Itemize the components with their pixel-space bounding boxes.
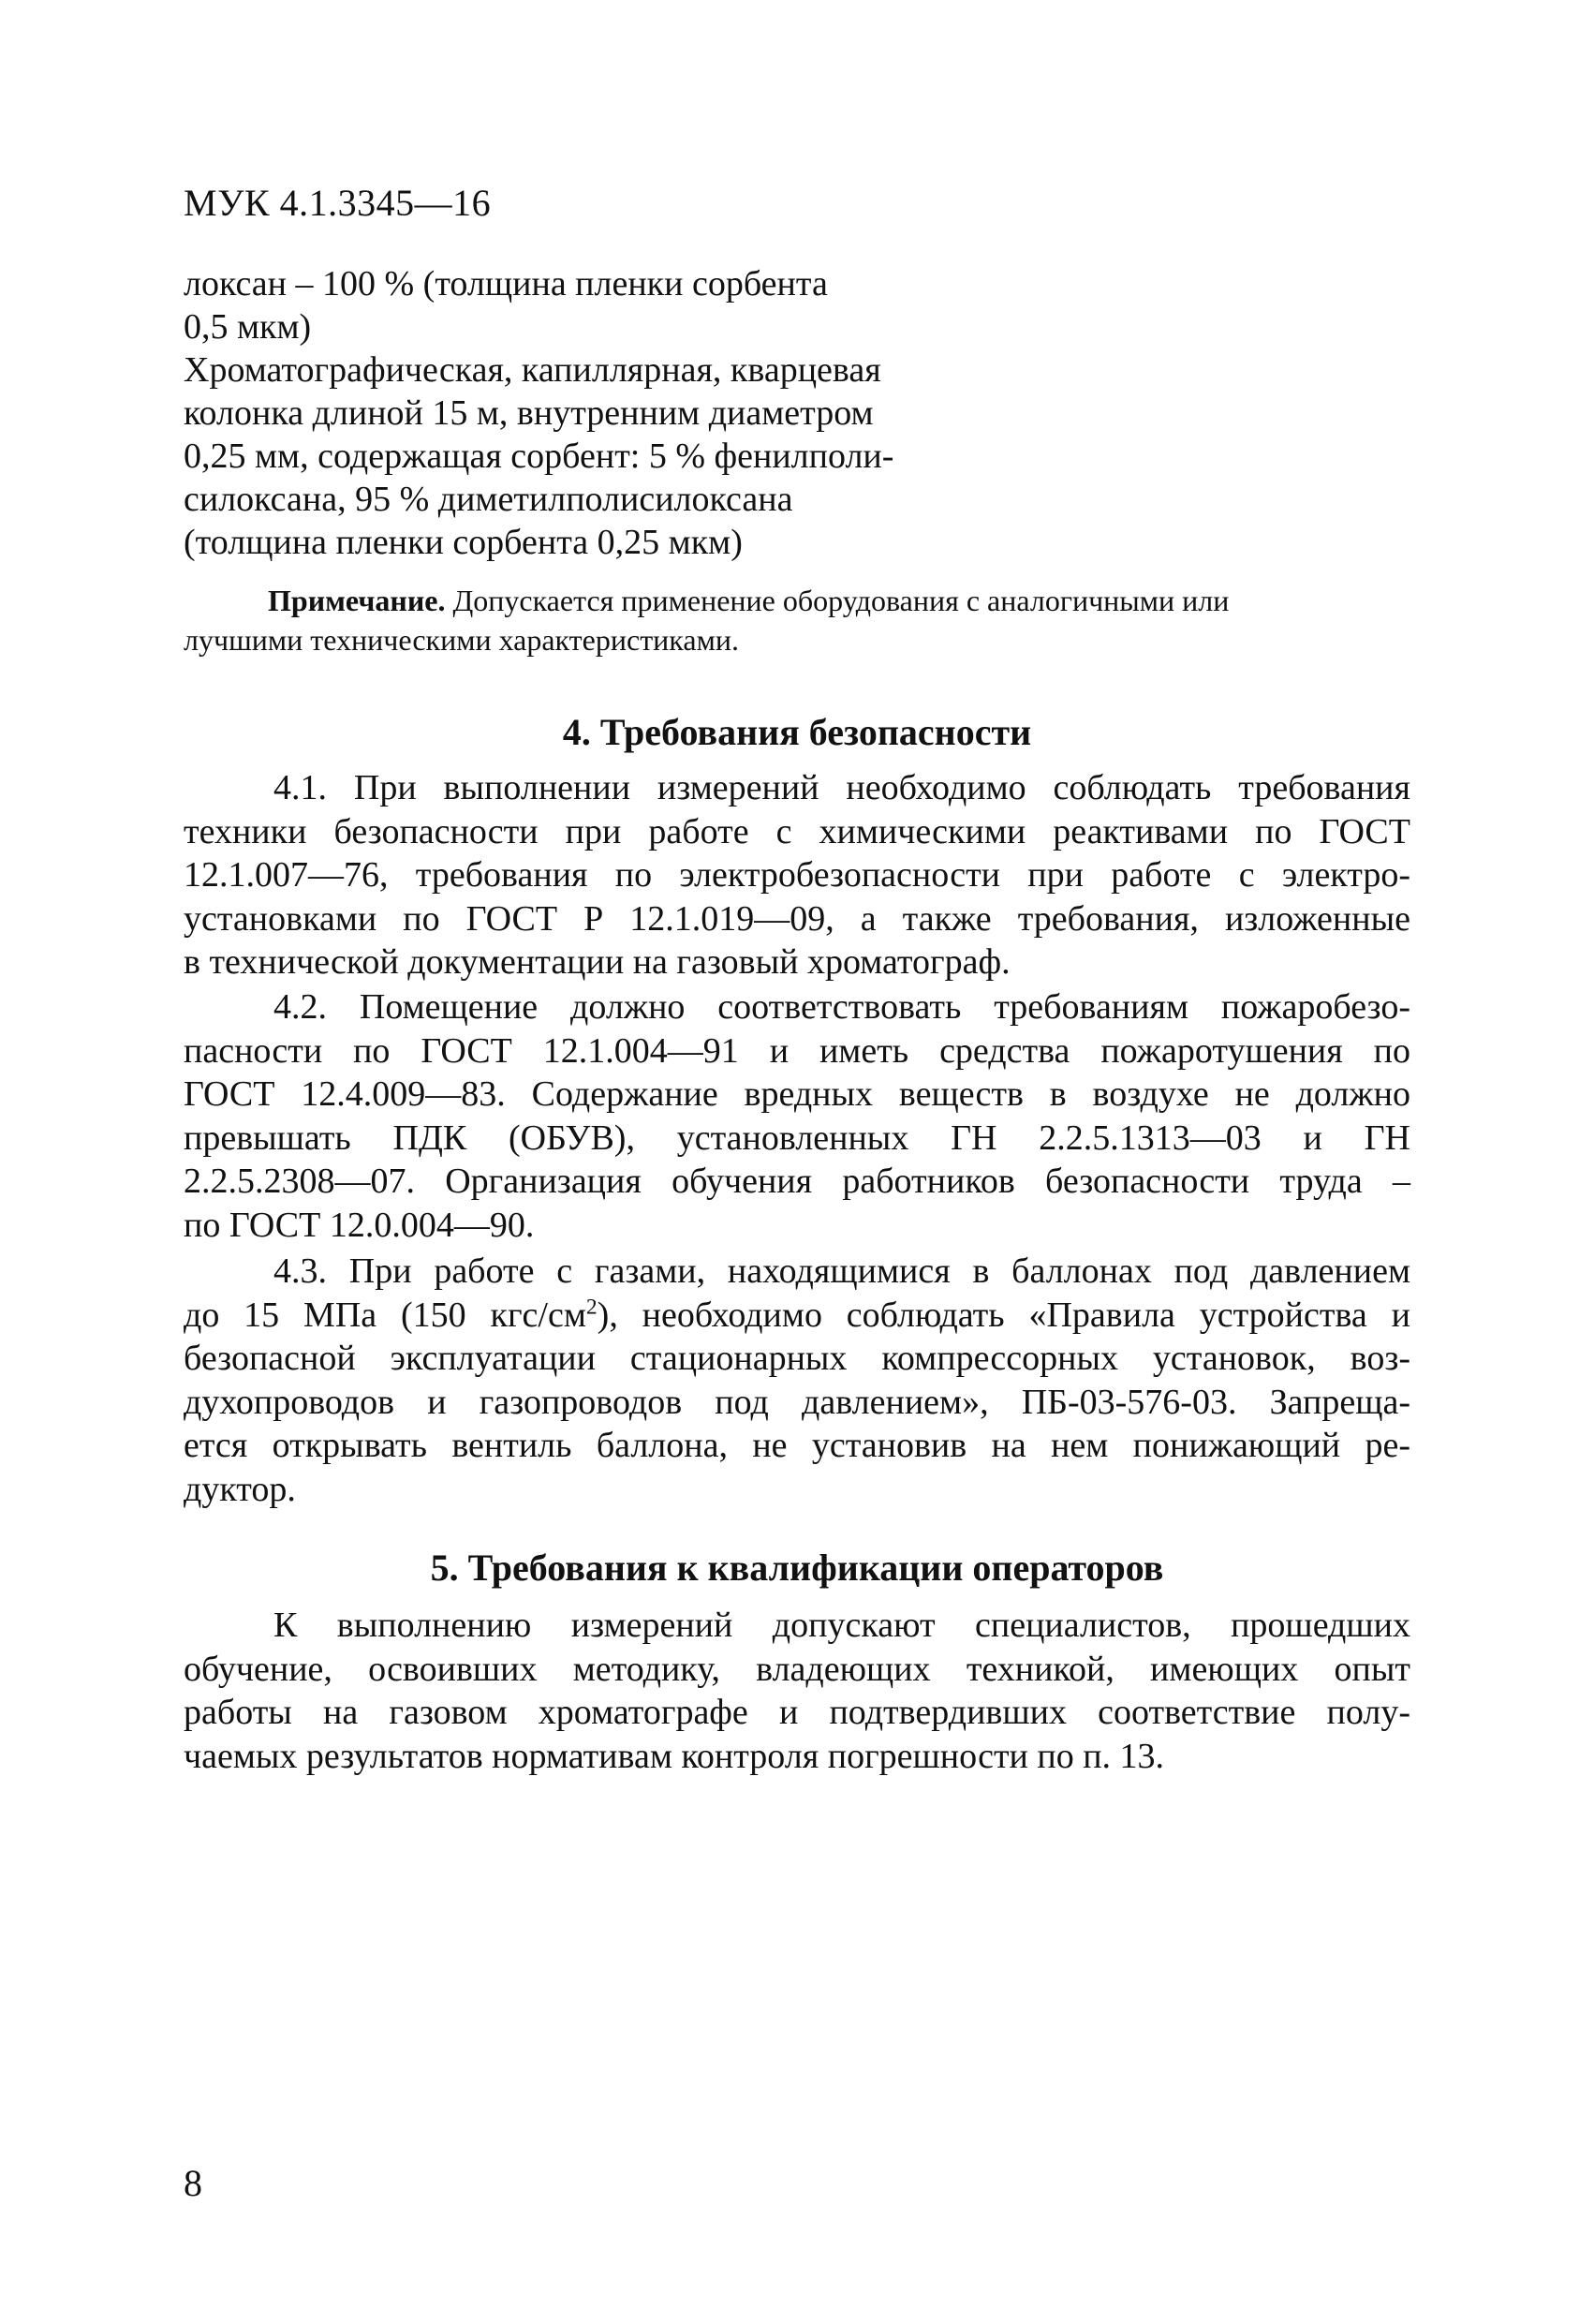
paragraph-4-2: [184, 985, 1410, 1247]
text-line: Хроматографическая, капиллярная, кварцевая: [184, 350, 881, 390]
text-line: 0,25 мм, содержащая сорбент: 5 % фенилполи-: [184, 437, 894, 476]
text-line: безопасной эксплуатации стационарных компрессорных установок, воз-: [184, 1339, 1410, 1378]
text-line: локсан – 100 % (толщина пленки сорбента: [184, 264, 828, 303]
text-line: 12.1.007—76, требования по электробезопасности при работе с электро-: [184, 855, 1410, 895]
paragraph-4-1: [184, 766, 1410, 984]
text-line: пасности по ГОСТ 12.1.004—91 и иметь средства пожаротушения по: [184, 1030, 1410, 1071]
text-line: ется открывать вентиль баллона, не установив на нем понижающий ре-: [184, 1426, 1410, 1465]
note-block: [184, 581, 1410, 659]
section-4-heading: 4. Требования безопасности: [562, 711, 1032, 753]
document-code-header: МУК 4.1.3345—16: [184, 182, 492, 224]
text-line: работы на газовом хроматографе и подтвердивших соответствие полу-: [184, 1693, 1410, 1732]
text-line: колонка длиной 15 м, внутренним диаметром: [184, 393, 874, 433]
text-line: [184, 1294, 1410, 1338]
text-line: по ГОСТ 12.0.004—90.: [184, 1205, 535, 1245]
text-line: 4.3. При работе с газами, находящимися в баллонах под давлением: [273, 1251, 1410, 1291]
page-number: 8: [184, 2162, 202, 2204]
text-line: (толщина пленки сорбента 0,25 мкм): [184, 523, 743, 562]
paragraph-5: [184, 1604, 1410, 1778]
text-line: чаемых результатов нормативам контроля погрешности по п. 13.: [184, 1736, 1165, 1776]
note-line: [184, 581, 1410, 620]
column-description: [184, 262, 1410, 564]
text-line: установками по ГОСТ Р 12.1.019—09, а также требования, изложенные: [184, 898, 1410, 939]
text-line: ГОСТ 12.4.009—83. Содержание вредных веществ в воздухе не должно: [184, 1074, 1410, 1114]
text-line: духопроводов и газопроводов под давлением», ПБ-03-576-03. Запреща-: [184, 1382, 1410, 1422]
note-line: лучшими техническими характеристиками.: [184, 623, 739, 657]
superscript: 2: [585, 1294, 598, 1319]
section-5-heading: 5. Требования к квалификации операторов: [430, 1547, 1164, 1589]
text-line: 0,5 мкм): [184, 307, 312, 347]
note-text: Допускается применение оборудования с аналогичными или: [445, 584, 1230, 617]
text-fragment: до 15 МПа (150 кгс/см: [184, 1295, 586, 1335]
text-line: дуктор.: [184, 1469, 296, 1509]
text-line: силоксана, 95 % диметилполисилоксана: [184, 480, 793, 519]
text-fragment: ), необходимо соблюдать «Правила устройства и: [597, 1295, 1410, 1335]
text-line: 4.1. При выполнении измерений необходимо соблюдать требования: [273, 768, 1410, 807]
paragraph-4-3: [184, 1250, 1410, 1511]
text-line: 2.2.5.2308—07. Организация обучения работников безопасности труда –: [184, 1162, 1410, 1201]
text-line: превышать ПДК (ОБУВ), установленных ГН 2.2.5.1313—03 и ГН: [184, 1118, 1410, 1158]
text-line: 4.2. Помещение должно соответствовать требованиям пожаробезо-: [273, 987, 1410, 1027]
text-line: обучение, освоивших методику, владеющих техникой, имеющих опыт: [184, 1649, 1410, 1689]
text-line: техники безопасности при работе с химическими реактивами по ГОСТ: [184, 811, 1410, 851]
note-label: Примечание.: [268, 584, 446, 617]
text-line: К выполнению измерений допускают специалистов, прошедших: [273, 1606, 1410, 1645]
text-line: в технической документации на газовый хроматограф.: [184, 942, 1011, 982]
